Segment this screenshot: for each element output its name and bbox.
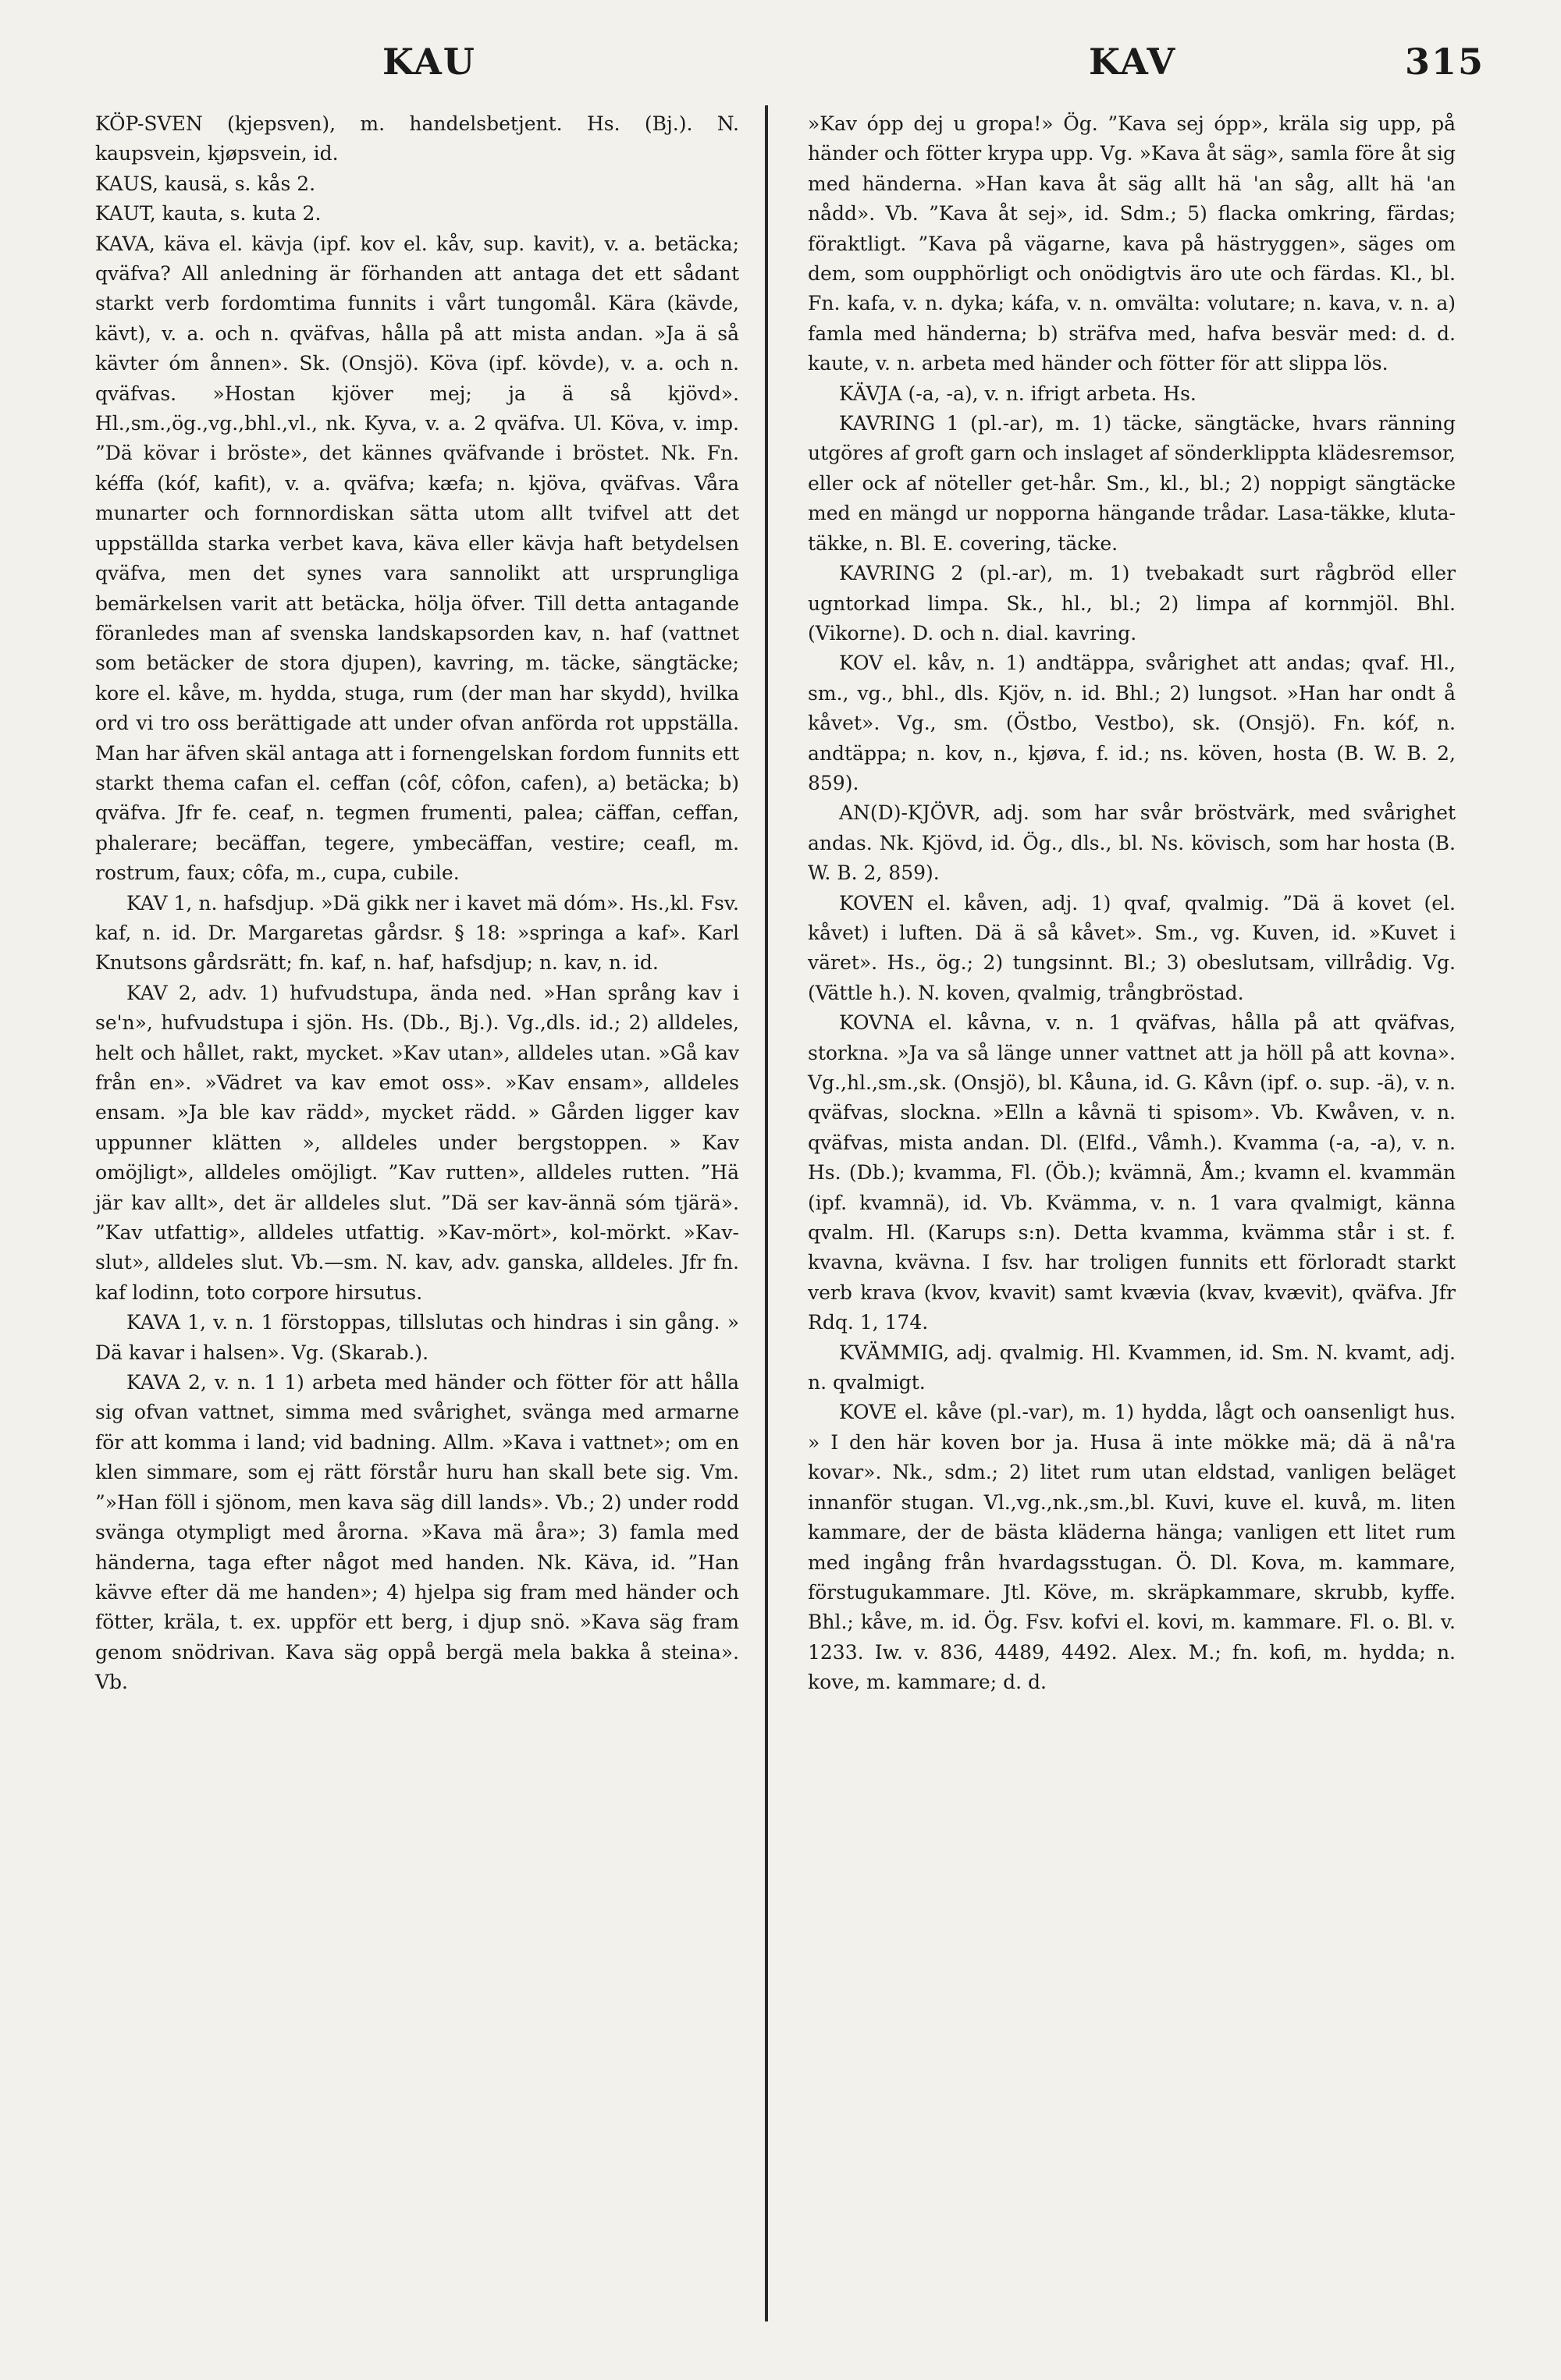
dictionary-entry: KAV 1, n. hafsdjup. »Dä gikk ner i kavet mä dóm». Hs.,kl. Fsv. kaf, n. id. Dr. Margaretas gårdsr. § 18: »springa a kaf». Karl Knutsons gårdsrätt; fn. kaf, n. haf, hafsdjup; n. kav, n. id. [95,891,739,975]
dictionary-entry: KÄVJA (-a, -a), v. n. ifrigt arbeta. Hs. [839,382,1197,405]
dictionary-entry: KÖP-SVEN (kjepsven), m. handelsbetjent. Hs. (Bj.). N. kaupsvein, kjøpsvein, id. [95,112,739,165]
dictionary-entry: KOVNA el. kåvna, v. n. 1 qväfvas, hålla på att qväfvas, storkna. »Ja va så länge unner vattnet att ja höll på att kovna». Vg.,hl.,sm.,sk. (Onsjö), bl. Kåuna, id. G. Kåvn (ipf. o. sup. -ä), v. n. qväfvas, slockna. »Elln a kåvnä ti spisom». Vb. Kwåven, v. n. qväfvas, mista andan. Dl. (Elfd., Våmh.). Kvamma (-a, -a), v. n. Hs. (Db.); kvamma, Fl. (Öb.); kvämnä, Åm.; kvamn el. kvammän (ipf. kvamnä), id. Vb. Kvämma, v. n. 1 vara qvalmigt, känna qvalm. Hl. (Karups s:n). Detta kvamma, kvämma står i st. f. kvavna, kvävna. I fsv. har troligen funnits ett förloradt starkt verb krava (kvov, kvavit) samt kvævia (kvav, kvævit), qväfva. Jfr Rdq. 1, 174. [808,1011,1456,1334]
running-head-left: KAU [382,41,476,83]
dictionary-entry: KAVA, käva el. kävja (ipf. kov el. kåv, sup. kavit), v. a. betäcka; qväfva? All anledning är förhanden att antaga det ett sådant starkt verb fordomtima funnits i vårt tungomål. Kära (kävde, kävt), v. a. och n. qväfvas, hålla på att mista andan. »Ja ä så kävter óm ånnen». Sk. (Onsjö). Köva (ipf. kövde), v. a. och n. qväfvas. »Hostan kjöver mej; ja ä så kjövd». Hl.,sm.,ög.,vg.,bhl.,vl., nk. Kyva, v. a. 2 qväfva. Ul. Köva, v. imp. ”Dä kövar i bröste», det kännes qväfvande i bröstet. Nk. Fn. kéffa (kóf, kafit), v. a. qväfva; kæfa; n. kjöva, qväfvas. Våra munarter och fornnordiskan sätta utom allt tvifvel att det uppställda starka verbet kava, käva eller kävja haft betydelsen qväfva, men det synes vara sannolikt att ursprungliga bemärkelsen varit att betäcka, hölja öfver. Till detta antagande föranledes man af svenska landskapsorden kav, n. haf (vattnet som betäcker de stora djupen), kavring, m. täcke, sängtäcke; kore el. kåve, m. hydda, stuga, rum (der man har skydd), hvilka ord vi tro oss berättigade att under ofvan anförda rot uppställa. Man har äfven skäl antaga att i fornengelskan fordom funnits ett starkt thema cafan el. ceffan (côf, côfon, cafen), a) betäcka; b) qväfva. Jfr fe. ceaf, n. tegmen frumenti, palea; cäffan, ceffan, phalerare; becäffan, tegere, ymbecäffan, vestire; ceafl, m. rostrum, faux; côfa, m., cupa, cubile. [95,232,739,885]
dictionary-entry: KOV el. kåv, n. 1) andtäppa, svårighet att andas; qvaf. Hl., sm., vg., bhl., dls. Kjöv, n. id. Bhl.; 2) lungsot. »Han har ondt å kåvet». Vg., sm. (Östbo, Vestbo), sk. (Onsjö). Fn. kóf, n. andtäppa; n. kov, n., kjøva, f. id.; ns. köven, hosta (B. W. B. 2, 859). [808,652,1456,794]
dictionary-entry: KAVRING 1 (pl.-ar), m. 1) täcke, sängtäcke, hvars ränning utgöres af groft garn och inslaget af sönderklippta klädesremsor, eller ock af nöteller get-hår. Sm., kl., bl.; 2) noppigt sängtäcke med en mängd ur nopporna hängande trådar. Lasa-täkke, kluta-täkke, n. Bl. E. covering, täcke. [808,412,1456,555]
dictionary-entry: KAUS, kausä, s. kås 2. [95,172,316,195]
dictionary-entry: KAVA 2, v. n. 1 1) arbeta med händer och fötter för att hålla sig ofvan vattnet, simma med svårighet, svänga med armarne för att komma i land; vid badning. Allm. »Kava i vattnet»; om en klen simmare, som ej rätt förstår huru han skall bete sig. Vm. ”»Han föll i sjönom, men kava säg dill lands». Vb.; 2) under rodd svänga otympligt med årorna. »Kava mä åra»; 3) famla med händerna, taga efter något med handen. Nk. Käva, id. ”Han kävve efter dä me handen»; 4) hjelpa sig fram med händer och fötter, kräla, t. ex. uppför ett berg, i djup snö. »Kava säg fram genom snödrivan. Kava säg oppå bergä mela bakka å steina». Vb. [95,1371,739,1694]
dictionary-entry: AN(D)-KJÖVR, adj. som har svår bröstvärk, med svårighet andas. Nk. Kjövd, id. Ög., dls., bl. Ns. kövisch, som har hosta (B. W. B. 2, 859). [808,801,1456,885]
dictionary-entry: KOVEN el. kåven, adj. 1) qvaf, qvalmig. ”Dä ä kovet (el. kåvet) i luften. Dä ä så kåvet». Sm., vg. Kuven, id. »Kuvet i väret». Hs., ög.; 2) tungsinnt. Bl.; 3) obeslutsam, villrådig. Vg. (Vättle h.). N. koven, qvalmig, trångbröstad. [808,891,1456,1004]
left-column [95,109,739,1698]
running-head-right: KAV [1089,41,1177,83]
dictionary-entry: KAVRING 2 (pl.-ar), m. 1) tvebakadt surt rågbröd eller ugntorkad limpa. Sk., hl., bl.; 2) limpa af kornmjöl. Bhl. (Vikorne). D. och n. dial. kavring. [808,562,1456,645]
dictionary-entry: »Kav ópp dej u gropa!» Ög. ”Kava sej ópp», kräla sig upp, på händer och fötter krypa upp. Vg. »Kava åt säg», samla före åt sig med händerna. »Han kava åt säg allt hä 'an såg, allt hä 'an nådd». Vb. ”Kava åt sej», id. Sdm.; 5) flacka omkring, färdas; föraktligt. ”Kava på vägarne, kava på hästryggen», säges om dem, som oupphörligt och onödigtvis äro ute och färdas. Kl., bl. Fn. kafa, v. n. dyka; káfa, v. n. omvälta: volutare; n. kava, v. n. a) famla med händerna; b) sträfva med, hafva besvär med: d. d. kaute, v. n. arbeta med händer och fötter för att slippa lös. [808,112,1456,375]
dictionary-entry: KAV 2, adv. 1) hufvudstupa, ända ned. »Han språng kav i se'n», hufvudstupa i sjön. Hs. (Db., Bj.). Vg.,dls. id.; 2) alldeles, helt och hållet, rakt, mycket. »Kav utan», alldeles utan. »Gå kav från en». »Vädret va kav emot oss». »Kav ensam», alldeles ensam. »Ja ble kav rädd», mycket rädd. » Gården ligger kav uppunner klätten », alldeles under bergstoppen. » Kav omöjligt», alldeles omöjligt. ”Kav rutten», alldeles rutten. ”Hä jär kav allt», det är alldeles slut. ”Dä ser kav-ännä sóm tjärä». ”Kav utfattig», alldeles utfattig. »Kav-mört», kol-mörkt. »Kav-slut», alldeles slut. Vb.—sm. N. kav, adv. ganska, alldeles. Jfr fn. kaf lodinn, toto corpore hirsutus. [95,981,739,1304]
dictionary-entry: KOVE el. kåve (pl.-var), m. 1) hydda, lågt och oansenligt hus. » I den här koven bor ja. Husa ä inte mökke mä; dä ä nå'ra kovar». Nk., sdm.; 2) litet rum utan eldstad, vanligen beläget innanför stugan. Vl.,vg.,nk.,sm.,bl. Kuvi, kuve el. kuvå, m. liten kammare, der de bästa kläderna hänga; vanligen ett litet rum med ingång från hvardagsstugan. Ö. Dl. Kova, m. kammare, förstugukammare. Jtl. Köve, m. skräpkammare, skrubb, kyffe. Bhl.; kåve, m. id. Ög. Fsv. kofvi el. kovi, m. kammare. Fl. o. Bl. v. 1233. Iw. v. 836, 4489, 4492. Alex. M.; fn. kofi, m. hydda; n. kove, m. kammare; d. d. [808,1401,1456,1694]
right-column [808,109,1456,1698]
dictionary-entry: KVÄMMIG, adj. qvalmig. Hl. Kvammen, id. Sm. N. kvamt, adj. n. qvalmigt. [808,1341,1456,1394]
dictionary-entry: KAVA 1, v. n. 1 förstoppas, tillslutas och hindras i sin gång. » Dä kavar i halsen». Vg. (Skarab.). [95,1311,739,1364]
column-divider [765,105,768,2321]
dictionary-entry: KAUT, kauta, s. kuta 2. [95,202,322,226]
page-number: 315 [1405,41,1485,83]
